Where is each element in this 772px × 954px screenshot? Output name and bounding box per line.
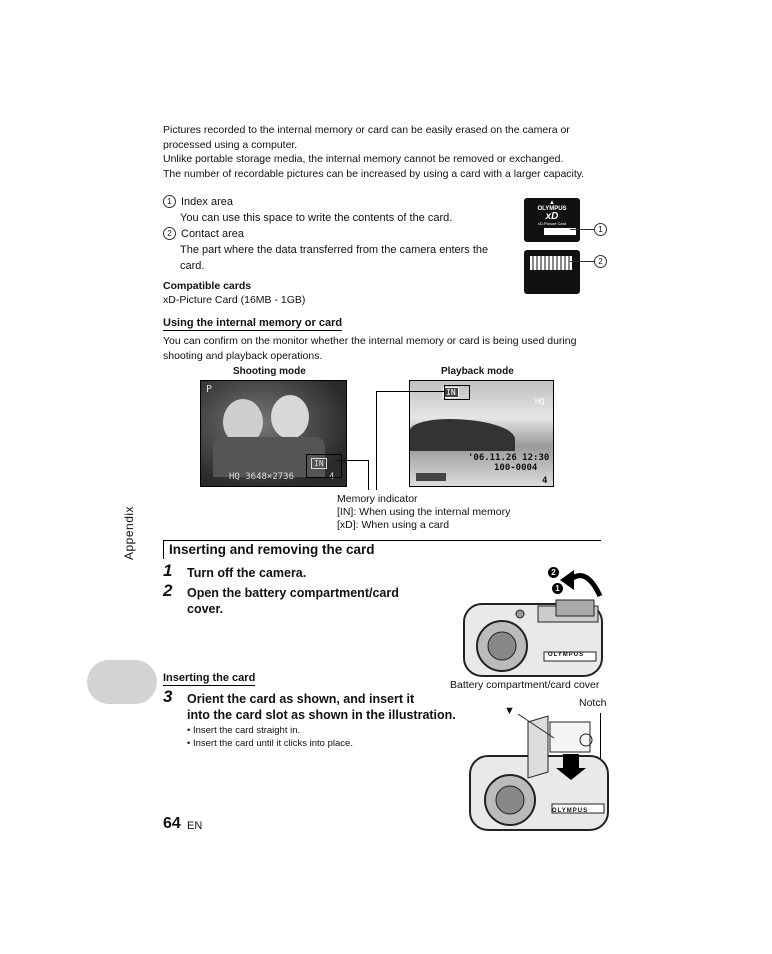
callout-line (570, 229, 594, 230)
card-brand: OLYMPUS (537, 206, 567, 212)
text-line: Open the battery compartment/card (187, 586, 399, 600)
internal-memory-text (163, 334, 613, 363)
internal-memory-heading: Using the internal memory or card (163, 317, 343, 329)
intro-paragraph (163, 123, 613, 181)
callout-number: 2 (594, 255, 607, 268)
compatible-heading: Compatible cards (163, 280, 252, 292)
shooting-mode-label: Shooting mode (233, 366, 306, 377)
compatible-cards (163, 279, 305, 307)
memory-indicator: IN (311, 458, 327, 469)
contact-area-pins (530, 256, 572, 270)
leader-line (376, 391, 377, 490)
callout-number: 1 (163, 195, 176, 208)
leader-line (376, 391, 444, 392)
camera-caption: Battery compartment/card cover (450, 679, 600, 691)
camera-brand: OLYMPUS (552, 808, 589, 814)
intro-line: processed using a computer. (163, 138, 298, 151)
playback-mode-label: Playback mode (441, 366, 514, 377)
cliff-silhouette (410, 419, 515, 451)
language-code: EN (187, 820, 203, 832)
text-line: cover. (187, 602, 224, 616)
step-number: 3 (163, 687, 173, 706)
step-marker-1: 1 (552, 583, 563, 594)
resolution-readout: HQ 3648×2736 (229, 472, 295, 482)
camera-brand: OLYMPUS (548, 652, 585, 658)
card-logo: xD (545, 211, 559, 222)
leader-line (337, 460, 368, 461)
memory-indicator-highlight (444, 385, 470, 400)
intro-line: Unlike portable storage media, the internal memory cannot be removed or exchanged. (163, 153, 564, 165)
shot-count: 4 (329, 472, 335, 482)
frame-count: 4 (542, 476, 548, 486)
memory-indicator-highlight (306, 454, 342, 478)
item-desc: card. (180, 260, 205, 272)
camera-illustration (462, 598, 607, 680)
section-title: Inserting and removing the card (169, 542, 375, 557)
card-subtitle: xD-Picture Card (537, 221, 567, 226)
leader-line (368, 460, 369, 490)
step-marker-2: 2 (548, 567, 559, 578)
card-parts-list (163, 194, 523, 274)
card-insert-illustration (468, 712, 610, 834)
item-desc: The part where the data transferred from the camera enters the (180, 244, 489, 256)
callout-number: 2 (163, 227, 176, 240)
file-number-readout: 100-0004 (494, 463, 538, 473)
battery-icon (416, 473, 446, 481)
step-text: Turn off the camera. (187, 566, 307, 580)
section-tab (87, 660, 157, 704)
text-line: Orient the card as shown, and insert it (187, 692, 415, 706)
xd-card-front-image: ▲ OLYMPUS xD xD-Picture Card (524, 198, 580, 242)
step-number: 1 (163, 561, 173, 580)
item-title: Contact area (181, 228, 244, 240)
step-text (187, 691, 456, 723)
date-time-readout: '06.11.26 12:30 (468, 453, 550, 463)
item-desc: You can use this space to write the contents of the card. (180, 212, 453, 224)
compatible-value: xD-Picture Card (16MB - 1GB) (163, 294, 306, 306)
caption-xd: [xD]: When using a card (337, 519, 450, 531)
child-face-right (271, 395, 309, 439)
appendix-side-label: Appendix (122, 505, 136, 560)
index-area-item (163, 194, 523, 210)
step-number: 2 (163, 581, 173, 600)
text-line: into the card slot as shown in the illustration. (187, 708, 456, 722)
bullet-item: • Insert the card until it clicks into place. (187, 738, 353, 749)
caption-title: Memory indicator (337, 493, 418, 505)
intro-line: The number of recordable pictures can be increased by using a card with a larger capacity. (163, 167, 585, 180)
xd-card-back-image (524, 250, 580, 294)
page-number: 64 (163, 815, 181, 832)
memory-indicator-caption (337, 493, 510, 532)
item-title: Index area (181, 196, 233, 208)
text-line: shooting and playback operations. (163, 349, 323, 362)
contact-area-item (163, 226, 523, 242)
caption-in: [IN]: When using the internal memory (337, 506, 511, 518)
step-text (187, 585, 399, 617)
mode-indicator: P (206, 384, 213, 395)
bullet-item: • Insert the card straight in. (187, 725, 301, 736)
memory-indicator: IN (443, 387, 459, 398)
intro-line: Pictures recorded to the internal memory or card can be easily erased on the camera or (163, 124, 570, 136)
inserting-heading: Inserting the card (163, 672, 256, 684)
quality-indicator: HQ (535, 397, 545, 406)
triangle-marker-icon: ▼ (504, 705, 515, 717)
bullet-list (187, 724, 353, 750)
notch-label: Notch (579, 697, 607, 709)
text-line: You can confirm on the monitor whether the internal memory or card is being used during (163, 335, 577, 347)
callout-number: 1 (594, 223, 607, 236)
playback-mode-screen (409, 380, 554, 487)
callout-line (570, 261, 594, 262)
